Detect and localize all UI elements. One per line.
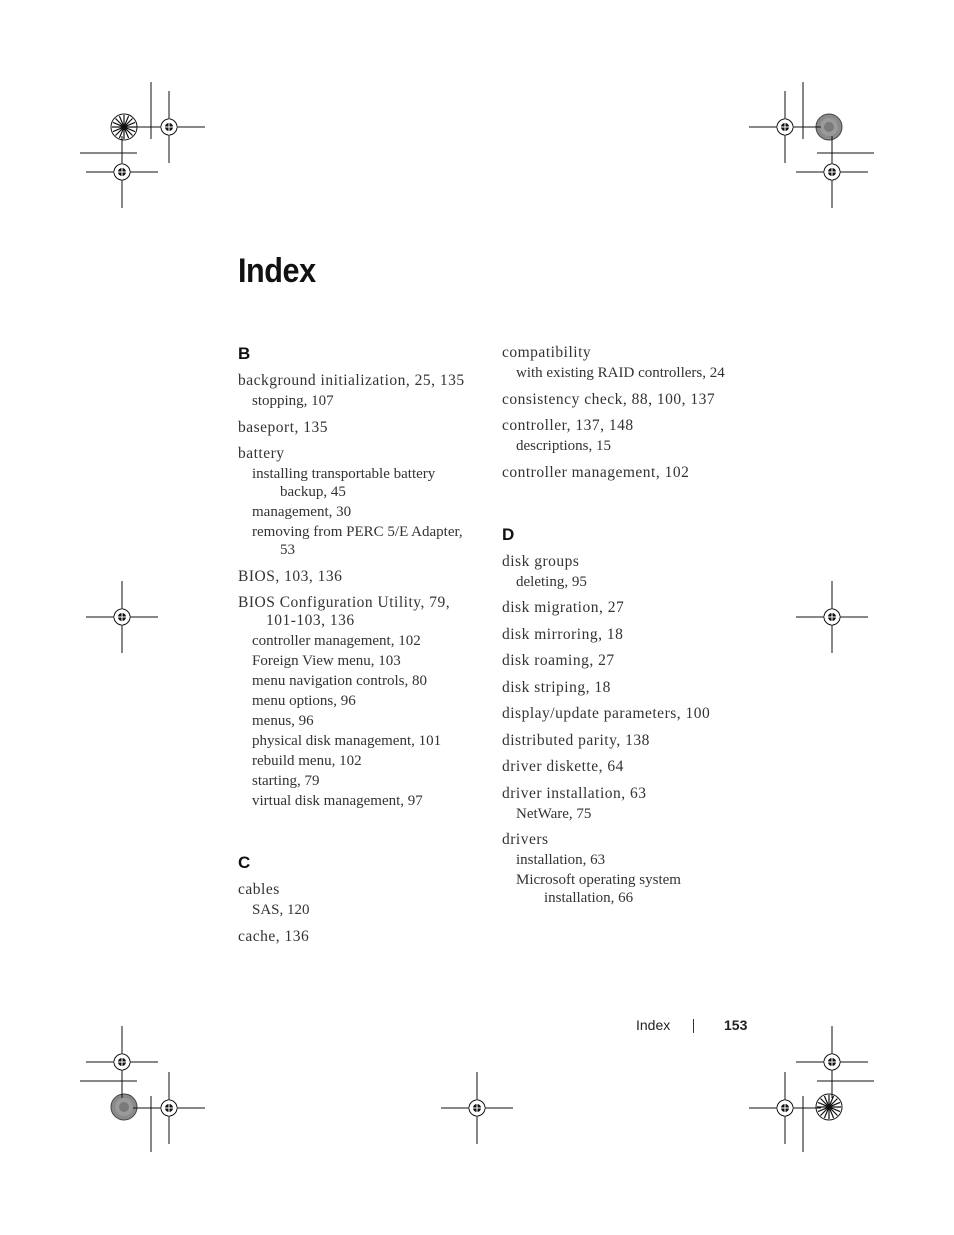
index-subentry-descriptions: descriptions, 15 bbox=[516, 438, 611, 454]
index-entry-display-update-parameters: display/update parameters, 100 bbox=[502, 705, 711, 722]
footer-section-label: Index bbox=[636, 1017, 671, 1033]
index-subentry-deleting: deleting, 95 bbox=[516, 573, 587, 590]
index-entry-driver-installation: driver installation, 63 bbox=[502, 784, 647, 802]
index-entry-background-initialization: background initialization, 25, 135 bbox=[238, 372, 465, 389]
index-subentry-menu-navigation-controls: menu navigation controls, 80 bbox=[252, 673, 427, 689]
index-entry-battery: battery bbox=[238, 445, 285, 462]
section-letter-d: D bbox=[502, 524, 515, 544]
index-entry-bios: BIOS, 103, 136 bbox=[238, 567, 343, 585]
index-entry-compatibility: compatibility bbox=[502, 344, 592, 361]
index-entry-consistency-check: consistency check, 88, 100, 137 bbox=[502, 390, 716, 408]
index-subentry-foreign-view-menu: Foreign View menu, 103 bbox=[252, 653, 401, 669]
index-subentry-with-existing-raid: with existing RAID controllers, 24 bbox=[516, 365, 725, 381]
index-entry-cache: cache, 136 bbox=[238, 927, 310, 945]
page-number: 153 bbox=[724, 1017, 748, 1033]
index-subentry-netware: NetWare, 75 bbox=[516, 805, 592, 822]
index-subentry-installing-transportable-battery: installing transportable battery backup, 45 bbox=[252, 466, 436, 500]
index-entry-disk-roaming: disk roaming, 27 bbox=[502, 652, 615, 669]
index-entry-disk-migration: disk migration, 27 bbox=[502, 599, 625, 616]
index-subentry-installation: installation, 63 bbox=[516, 852, 606, 868]
page-title: Index bbox=[238, 252, 316, 290]
index-subentry-menus: menus, 96 bbox=[252, 713, 314, 729]
index-entry-disk-groups: disk groups bbox=[502, 552, 580, 570]
index-entry-controller-management: controller management, 102 bbox=[502, 463, 690, 481]
index-subentry-management: management, 30 bbox=[252, 504, 352, 520]
index-subentry-starting: starting, 79 bbox=[252, 773, 320, 789]
index-entry-drivers: drivers bbox=[502, 831, 549, 848]
index-subentry-microsoft-os-installation: Microsoft operating system installation, 66 bbox=[516, 872, 681, 906]
index-subentry-removing-from-perc: removing from PERC 5/E Adapter, 53 bbox=[252, 524, 463, 558]
index-subentry-controller-management: controller management, 102 bbox=[252, 633, 421, 649]
index-entry-bios-configuration-utility: BIOS Configuration Utility, 79, 101-103, 136 bbox=[238, 594, 451, 629]
index-column-right bbox=[502, 343, 742, 907]
index-subentry-menu-options: menu options, 96 bbox=[252, 693, 356, 709]
index-subentry-rebuild-menu: rebuild menu, 102 bbox=[252, 753, 362, 769]
footer-separator bbox=[693, 1019, 694, 1033]
index-subentry-virtual-disk-management: virtual disk management, 97 bbox=[252, 793, 423, 809]
index-entry-cables: cables bbox=[238, 881, 280, 898]
index-subentry-sas: SAS, 120 bbox=[252, 902, 310, 918]
index-column-left bbox=[238, 343, 478, 946]
index-entry-distributed-parity: distributed parity, 138 bbox=[502, 731, 650, 749]
section-letter-b: B bbox=[238, 344, 251, 363]
index-entry-controller: controller, 137, 148 bbox=[502, 417, 634, 434]
index-entry-disk-striping: disk striping, 18 bbox=[502, 678, 611, 696]
section-letter-c: C bbox=[238, 853, 251, 872]
index-entry-driver-diskette: driver diskette, 64 bbox=[502, 758, 624, 775]
index-subentry-stopping: stopping, 107 bbox=[252, 393, 334, 409]
index-subentry-physical-disk-management: physical disk management, 101 bbox=[252, 733, 442, 749]
index-entry-baseport: baseport, 135 bbox=[238, 418, 329, 436]
index-entry-disk-mirroring: disk mirroring, 18 bbox=[502, 625, 624, 643]
